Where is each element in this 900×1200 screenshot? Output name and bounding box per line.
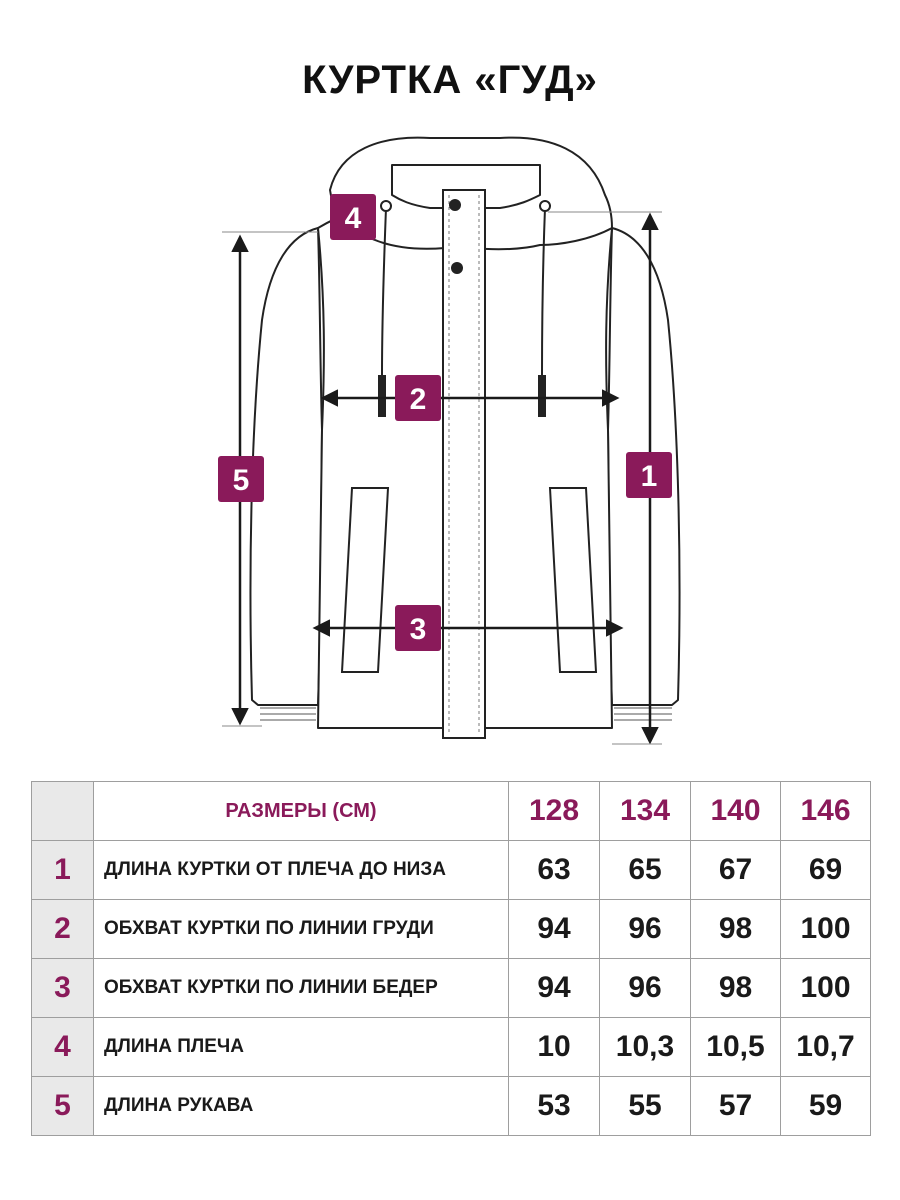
size-header: 128: [509, 782, 600, 841]
marker-1: [626, 452, 672, 498]
row-value: 53: [509, 1077, 600, 1136]
row-value: 59: [781, 1077, 871, 1136]
row-label: ОБХВАТ КУРТКИ ПО ЛИНИИ ГРУДИ: [94, 900, 509, 959]
row-value: 10,5: [691, 1018, 781, 1077]
grommet-left: [381, 201, 391, 211]
svg-text:1: 1: [640, 460, 658, 493]
row-value: 10,7: [781, 1018, 871, 1077]
row-value: 10: [509, 1018, 600, 1077]
marker-3: [395, 605, 441, 651]
row-value: 55: [600, 1077, 691, 1136]
row-number: 2: [32, 900, 94, 959]
table-row: [32, 841, 871, 900]
page-title: КУРТКА «ГУД»: [302, 58, 598, 102]
row-label: ОБХВАТ КУРТКИ ПО ЛИНИИ БЕДЕР: [94, 959, 509, 1018]
row-value: 10,3: [600, 1018, 691, 1077]
placket: [443, 190, 485, 738]
row-number: 3: [32, 959, 94, 1018]
row-value: 98: [691, 900, 781, 959]
marker-4: [330, 194, 376, 240]
table-header-row: [32, 782, 871, 841]
row-value: 96: [600, 959, 691, 1018]
grommet-right: [540, 201, 550, 211]
row-number: 4: [32, 1018, 94, 1077]
row-value: 98: [691, 959, 781, 1018]
button-bottom: [451, 262, 463, 274]
size-table: [31, 781, 871, 1136]
row-value: 69: [781, 841, 871, 900]
row-value: 96: [600, 900, 691, 959]
marker-5: [218, 456, 264, 502]
cord-end-right: [538, 375, 546, 417]
table-row: [32, 1018, 871, 1077]
row-value: 100: [781, 959, 871, 1018]
row-value: 94: [509, 900, 600, 959]
row-value: 94: [509, 959, 600, 1018]
button-top: [449, 199, 461, 211]
svg-text:5: 5: [232, 464, 250, 497]
row-number: 5: [32, 1077, 94, 1136]
table-corner: [32, 782, 94, 841]
row-value: 63: [509, 841, 600, 900]
cord-end-left: [378, 375, 386, 417]
row-value: 67: [691, 841, 781, 900]
table-row: [32, 1077, 871, 1136]
svg-text:4: 4: [344, 202, 362, 235]
row-label: ДЛИНА КУРТКИ ОТ ПЛЕЧА ДО НИЗА: [94, 841, 509, 900]
row-value: 57: [691, 1077, 781, 1136]
row-value: 65: [600, 841, 691, 900]
row-number: 1: [32, 841, 94, 900]
row-label: ДЛИНА ПЛЕЧА: [94, 1018, 509, 1077]
table-row: [32, 900, 871, 959]
marker-2: [395, 375, 441, 421]
sizes-header-label: РАЗМЕРЫ (СМ): [94, 782, 509, 841]
jacket-diagram: [0, 125, 900, 755]
size-header: 146: [781, 782, 871, 841]
size-header: 140: [691, 782, 781, 841]
table-row: [32, 959, 871, 1018]
svg-text:3: 3: [409, 613, 427, 646]
svg-text:2: 2: [409, 383, 427, 416]
size-header: 134: [600, 782, 691, 841]
row-label: ДЛИНА РУКАВА: [94, 1077, 509, 1136]
row-value: 100: [781, 900, 871, 959]
